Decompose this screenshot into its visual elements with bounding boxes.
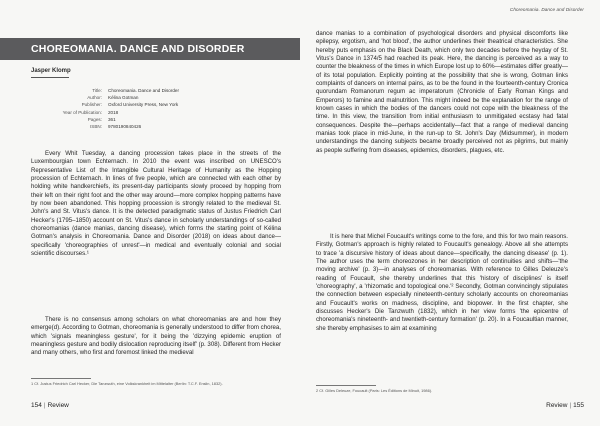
- page-number: 155: [573, 402, 584, 409]
- meta-label: Pages:: [87, 116, 102, 122]
- footnote-divider: [31, 378, 91, 379]
- right-body-text: [316, 30, 568, 155]
- section-name: Review: [47, 402, 69, 409]
- review-author: Jasper Klomp: [31, 68, 71, 74]
- right-body-text-2: [316, 233, 568, 333]
- meta-row-pages: [46, 116, 266, 123]
- left-folio: [31, 402, 69, 409]
- footnote: 1 Cf. Justus Friedrich Carl Hecker, Die Tanzwuth, eine Volkskrankheit im Mittelalter (Berlin: T.C.F. Enslin, 1832).: [31, 381, 223, 386]
- left-body-text-2: [31, 316, 281, 358]
- meta-row-title: [46, 87, 266, 94]
- meta-value: Choreomania. Dance and Disorder: [108, 88, 179, 94]
- meta-value: Kélina Gotman: [108, 95, 139, 101]
- meta-value: 9780190840426: [108, 124, 142, 130]
- meta-label: ISBN:: [90, 124, 102, 130]
- meta-row-isbn: [46, 123, 266, 130]
- right-folio: [546, 402, 584, 409]
- paragraph: There is no consensus among scholars on what choreomanias are and how they emerge(d). According to Gotman, choreomania is generally understood to differ from chorea, which 'signals meaningless gesture', for it being the 'dizzying epidemic eruption of meaningless gesture and bodily dislocation reproducing itself' (p. 308). Different from Hecker and many others, who first and foremost linked the medieval: [31, 316, 281, 357]
- footnote: 2 Cf. Gilles Deleuze, Foucault (Paris: Les Éditions de Minuit, 1986).: [316, 388, 433, 393]
- running-head: Choreomania. Dance and Disorder: [509, 7, 584, 12]
- footnote-divider: [316, 385, 376, 386]
- meta-value: Oxford University Press, New York: [108, 102, 179, 108]
- meta-row-publisher: [46, 101, 266, 108]
- meta-label: Author:: [87, 95, 102, 101]
- folio-separator: |: [43, 402, 46, 409]
- meta-label: Year of Publication:: [62, 109, 102, 115]
- left-body-text: [31, 150, 281, 258]
- folio-separator: |: [569, 402, 572, 409]
- meta-label: Publisher:: [81, 102, 102, 108]
- section-name: Review: [546, 402, 568, 409]
- meta-label: Title:: [92, 88, 102, 94]
- paragraph: dance manias to a combination of psychological disorders and physical discomforts like epilepsy, ergotism, and 'hot blood', the author underlines their theatrical characteristics. She hereby puts emphasis on the Black Death, which only two decades before the heyday of St. Vitus's Dance in 1374/5 had reached its peak. Here, the dancing is perceived as a way to counter the bleakness of the times in which Europe lost up to 60%—estimates differ greatly—of its total population. Explicitly pointing at the possibility that she is wrong, Gotman links complaints of dancers on internal pains, as to be the found in the fourteenth-century Cronica quorundam Romanorum regum ac imperatorum (Chronicle of Early Roman Kings and Emperors) to famine and malnutrition. This might indeed be the explanation for the range of known cases in which the bodies of the dancers could not cope with the bleakness of the time. In this view, the transition from initial enthusiasm to unmitigated ecstasy had fatal consequences. Despite the—perhaps accidentally—fact that a range of medieval dancing manias took place in mid-June, in the run-up to St. John's Day (Midsummer), in modern understandings the dancing subjects became broadly perceived not as pilgrims, but mainly as people suffering from diseases, epidemics, disorders, plagues, etc.: [316, 30, 568, 154]
- page-title: CHOREOMANIA. DANCE AND DISORDER: [31, 43, 245, 55]
- title-banner: [0, 38, 300, 60]
- author-divider: [31, 77, 69, 78]
- meta-value: 361: [108, 116, 116, 122]
- meta-value: 2018: [108, 109, 119, 115]
- meta-row-year: [46, 109, 266, 116]
- right-page: [300, 0, 600, 426]
- page-number: 154: [31, 402, 42, 409]
- book-metadata: [46, 87, 266, 130]
- paragraph: Every Whit Tuesday, a dancing procession takes place in the streets of the Luxembourgian town Echternach. In 2010 the event was inscribed on UNESCO's Representative List of the Intangible Cultural Heritage of Humanity as the Hopping procession of Echternach. In lines of five people, which are connected with each other by holding white handkerchiefs, its present-day participants slowly proceed by hopping from their left on their right foot and the other way around—more complex hopping patterns have by now been abandoned. This hopping procession is strongly related to the medieval St. John's and St. Vitus's dance. It is the detected paradigmatic status of Justus Friedrich Carl Hecker's (1795–1850) account on St. Vitus's dance in scholarly understandings of so-called choreomanias (dance manias, dancing disease), which forms the starting point of Kélina Gotman's analysis in Choreomania. Dance and Disorder (2018) on ideas about dance—specifically 'choreographies of unrest'—in medical and eventually colonial and social scientific discourses.¹: [31, 150, 281, 258]
- meta-row-author: [46, 94, 266, 101]
- paragraph: It is here that Michel Foucault's writings come to the fore, and this for two main reasons. Firstly, Gotman's approach is highly related to Foucault's genealogy. Above all she attempts to trace 'a discursive history of ideas about dance—specifically, the dancing disease' (p. 1). The author uses the term choreozones in her description of continuities and shifts—'the moving archive' (p. 3)—in analyses of choreomanias. With reference to Gilles Deleuze's reading of Foucault, she thereby underlines that this 'history of disciplines' is itself 'choreography', a 'rhizomatic and topological one.'² Secondly, Gotman convincingly stipulates the connection between especially nineteenth-century scholarly accounts on choreomanias and Foucault's works on madness, discipline, and biopower. In the first chapter, she discusses Hecker's Die Tanzwuth (1832), which in her view forms 'the epicentre of choreomania's nineteenth- and twentieth-century formation' (p. 20). In a Foucaultian manner, she thereby emphasises to aim at examining: [316, 233, 568, 332]
